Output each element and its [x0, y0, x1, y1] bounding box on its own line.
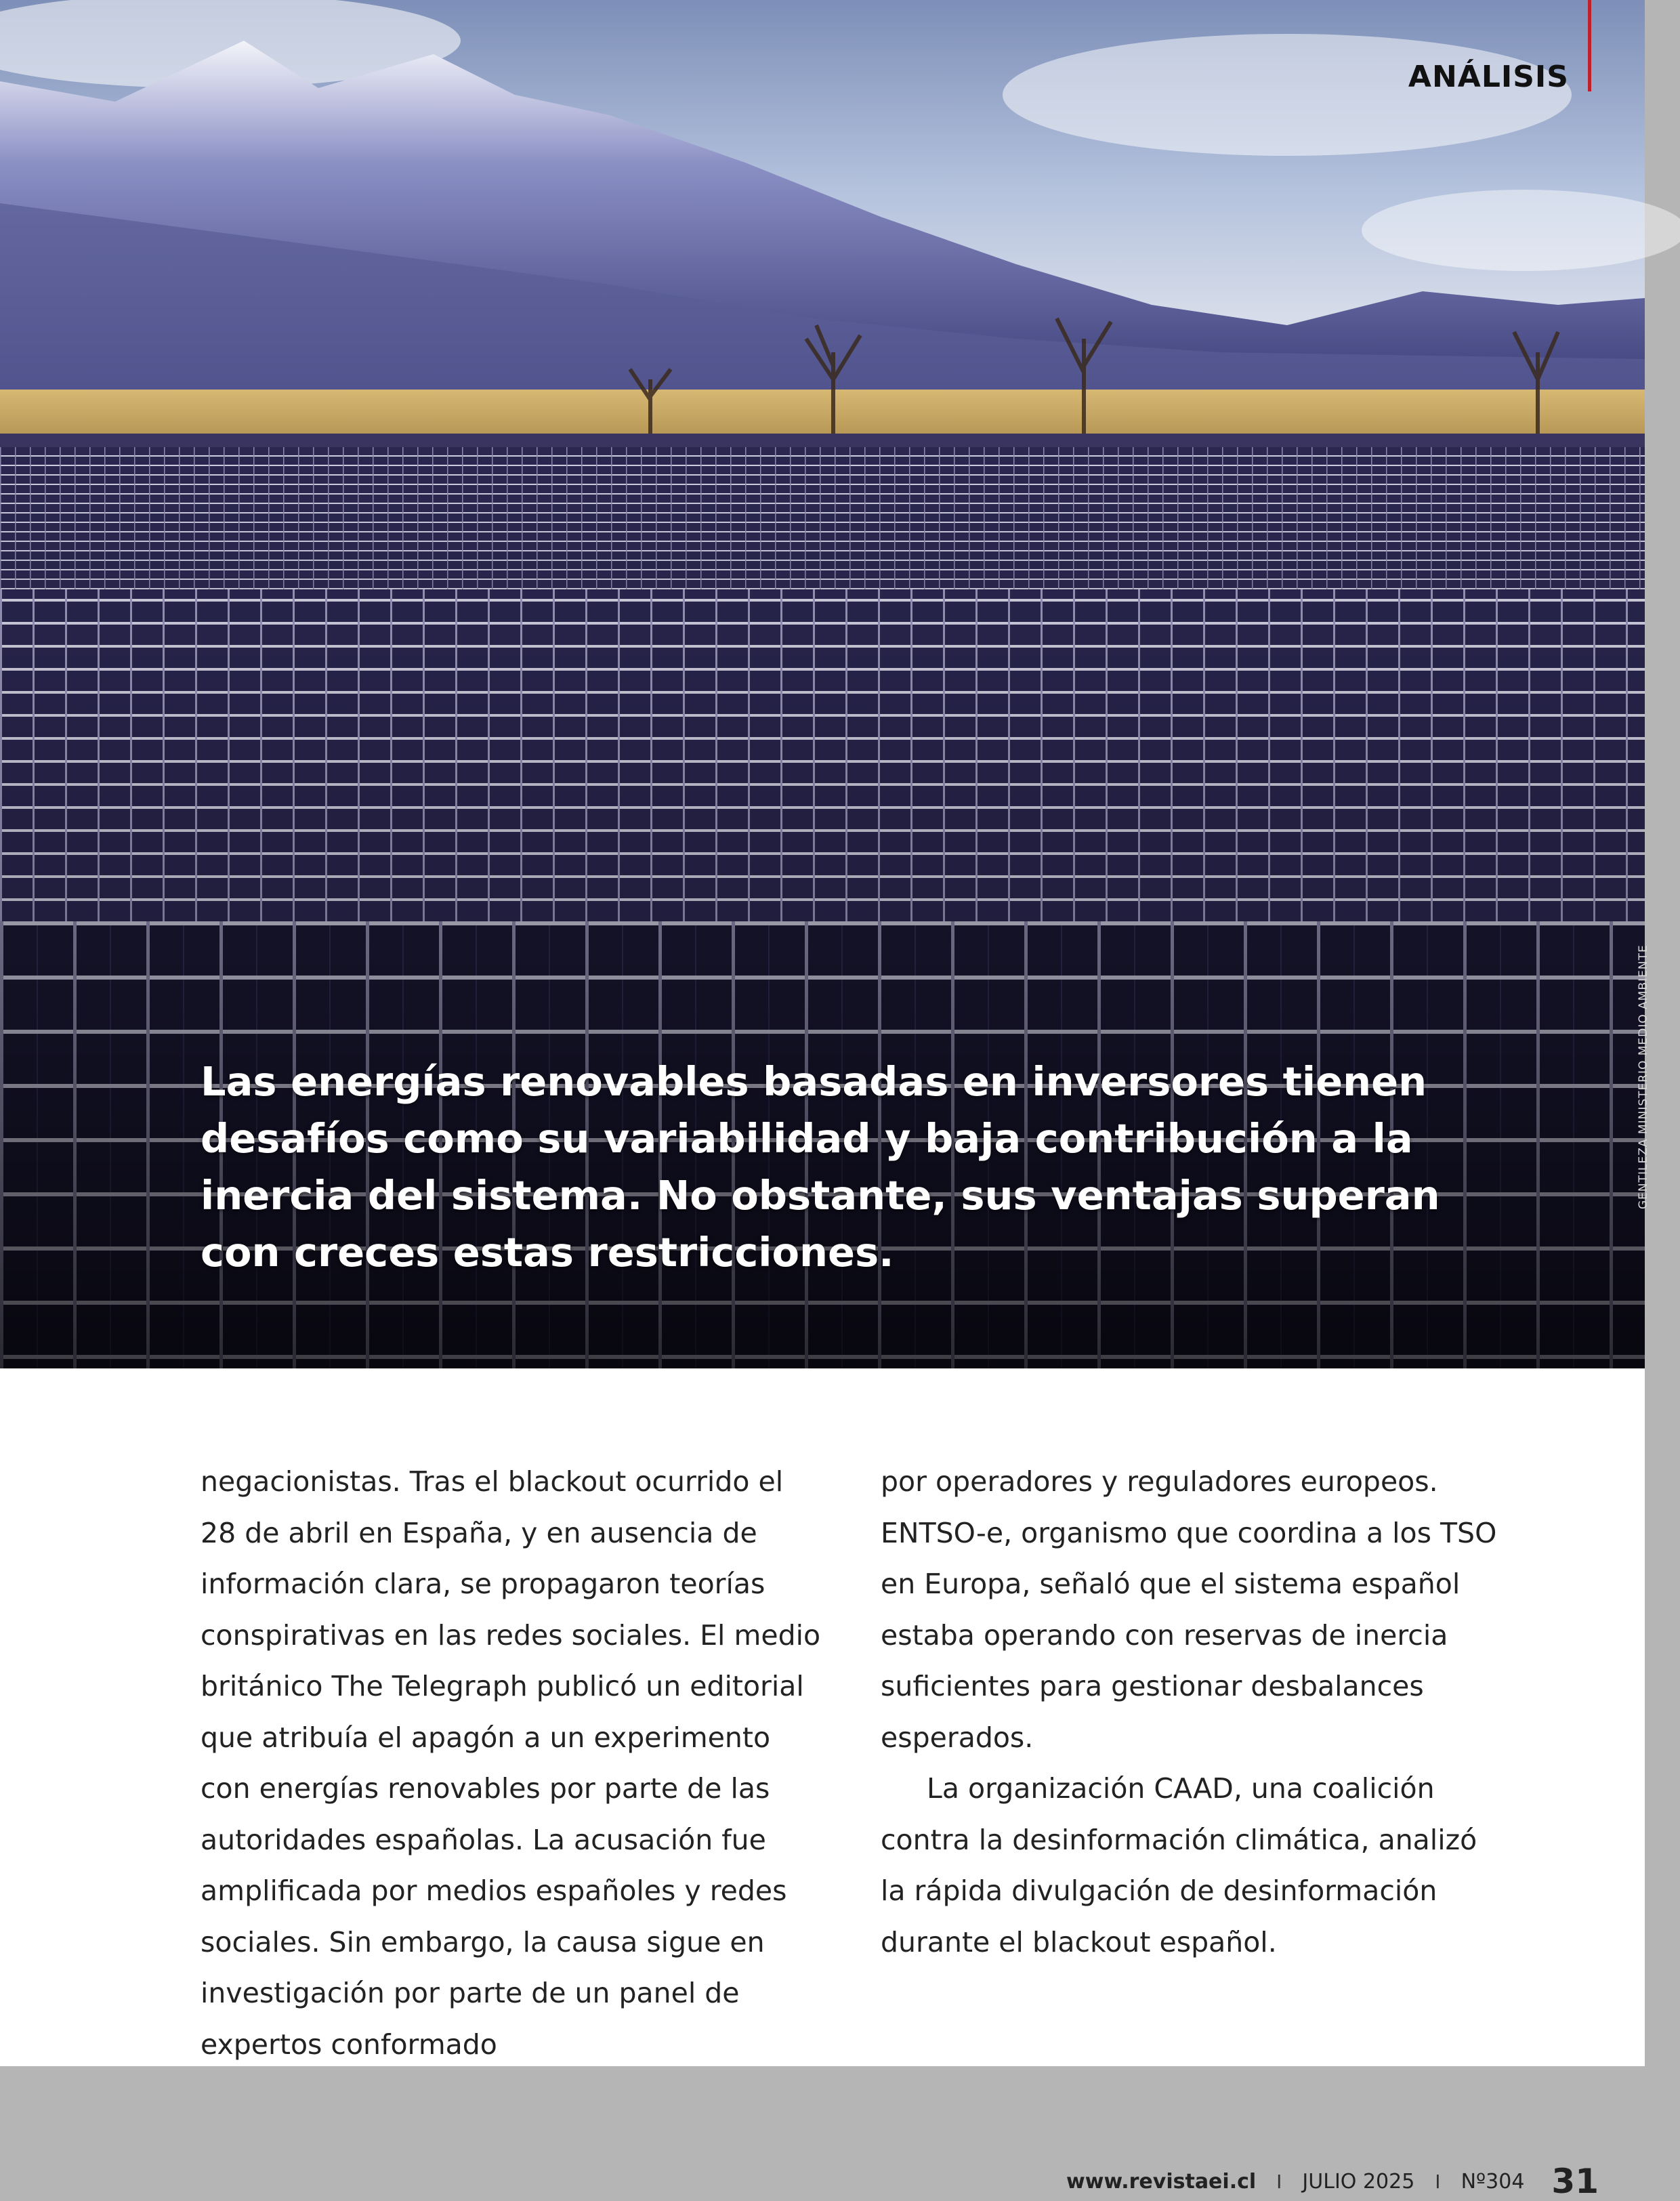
section-accent-rule — [1588, 0, 1591, 91]
article-paragraph: La organización CAAD, una coalición contra la desinformación climática, analizó la rápida divulgación de desinformación durante el blackout español. — [881, 1772, 1477, 1958]
footer-separator: I — [1276, 2170, 1282, 2193]
article-paragraph: negacionistas. Tras el blackout ocurrido el 28 de abril en España, y en ausencia de información clara, se propagaron teorías conspirativas en las redes sociales. El medio británico The Telegraph publicó un editorial que atribuía el apagón a un experimento con energías renovables por parte de las autoridades españolas. La acusación fue amplificada por medios españoles y redes sociales. Sin embargo, la causa sigue en investigación por parte de un panel de expertos conformado — [201, 1465, 821, 2061]
article-paragraph: por operadores y reguladores europeos. ENTSO-e, organismo que coordina a los TSO en Europa, señaló que el sistema español estaba operando con reservas de inercia suficientes para gestionar desbalances esperados. — [881, 1465, 1497, 1754]
article-column-left — [201, 1456, 824, 2070]
article-column-right — [881, 1456, 1504, 1968]
issue-date: JULIO 2025 — [1302, 2169, 1415, 2194]
issue-number: Nº304 — [1461, 2169, 1525, 2194]
page-footer — [1066, 2162, 1599, 2201]
photo-credit: GENTILEZA MINISTERIO MEDIO AMBIENTE — [1637, 944, 1650, 1209]
footer-separator: I — [1435, 2170, 1441, 2193]
section-label: ANÁLISIS — [1408, 60, 1569, 94]
headline: Las energías renovables basadas en inversores tienen desafíos como su variabilidad y baja contribución a la inercia del sistema. No obstante, sus ventajas superan con creces estas restricciones. — [201, 1058, 1440, 1276]
website-link[interactable]: www.revistaei.cl — [1066, 2169, 1257, 2194]
page-number: 31 — [1551, 2162, 1599, 2201]
